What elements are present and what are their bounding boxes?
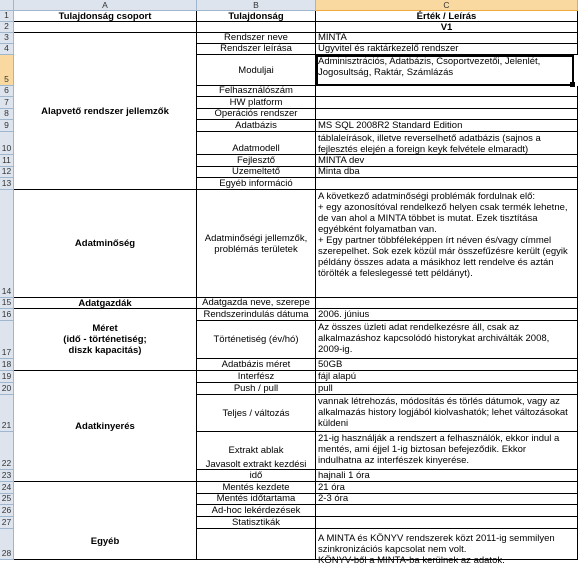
group-adatkinyeres[interactable]: Adatkinyerés [14,371,197,482]
row-header-13[interactable]: 13 [0,178,14,190]
value-r23[interactable]: hajnali 1 óra [316,470,578,482]
property-r5[interactable]: Moduljai [197,55,316,86]
row-header-8[interactable]: 8 [0,109,14,120]
header-value[interactable]: Érték / Leírás [316,11,578,22]
row-header-12[interactable]: 12 [0,167,14,178]
header-group[interactable]: Tulajdonság csoport [14,11,197,22]
property-r24[interactable]: Mentés kezdete [197,482,316,494]
row-header-16[interactable]: 16 [0,309,14,321]
value-r26[interactable] [316,505,578,517]
value-r14[interactable]: A következő adatminőségi problémák fordulnak elő: + egy azonosítóval rendelkező helyen csak termék lehetne, de van ahol a MINTA többet is mutat. Ezek tisztítása egyébként folyamatban van. + Egy partner többféleképpen írt néven és/vagy címmel szerepelhet. Sok ezek közül már összefűzésre került (egyik példány összes adata a másikhoz lett rendelve és aztán törölték a feleslegessé tett példányt). [316,190,578,298]
property-r8[interactable]: Operációs rendszer [197,109,316,120]
column-header-c[interactable]: C [316,0,578,11]
property-r9[interactable]: Adatbázis [197,120,316,132]
row-header-9[interactable]: 9 [0,120,14,132]
property-r4[interactable]: Rendszer leírása [197,44,316,55]
row-header-1[interactable]: 1 [0,11,14,22]
value-r22[interactable]: 21-ig használják a rendszert a felhasználók, ekkor indul a mentés, ami éjjel 1-ig biztosan befejeződik. Ekkor indulhatna az interfészek kinyerése. [316,432,578,470]
property-r14[interactable]: Adatminőségi jellemzők, problémás területek [197,190,316,298]
property-r18[interactable]: Adatbázis méret [197,359,316,371]
property-r16[interactable]: Rendszerindulás dátuma [197,309,316,321]
row-header-19[interactable]: 19 [0,371,14,383]
value-r5-selected[interactable]: Adminisztrációs, Adatbázis, Csoportvezetői, Jelenlét, Jogosultság, Raktár, Számlázás [316,55,574,86]
value-r13[interactable] [316,178,578,190]
value-r21[interactable]: vannak létrehozás, módosítás és törlés dátumok, vagy az alkalmazás history logjából kiolvashatók; lehet változásokat küldeni [316,395,578,432]
value-r11[interactable]: MINTA dev [316,155,578,167]
value-r18[interactable]: 50GB [316,359,578,371]
property-r27[interactable]: Statisztikák [197,517,316,529]
property-r22[interactable]: Extrakt ablak [197,432,316,470]
value-r7[interactable] [316,97,578,109]
row-header-11[interactable]: 11 [0,155,14,167]
cell-a2[interactable] [14,22,197,33]
column-header-b[interactable]: B [197,0,316,11]
row-header-23[interactable]: 23 [0,470,14,482]
group-meret[interactable]: Méret (idő - történetiség; diszk kapacitás) [14,309,197,371]
value-r15[interactable] [316,298,578,309]
row-header-24[interactable]: 24 [0,482,14,494]
row-header-27[interactable]: 27 [0,517,14,529]
row-header-26[interactable]: 26 [0,505,14,517]
row-header-4[interactable]: 4 [0,44,14,55]
value-r24[interactable]: 21 óra [316,482,578,494]
value-r17[interactable]: Az összes üzleti adat rendelkezésre áll, csak az alkalmazáshoz kapcsolódó historykat archiválták 2008, 2009-ig. [316,321,578,359]
row-header-22[interactable]: 22 [0,432,14,470]
property-r3[interactable]: Rendszer neve [197,33,316,44]
row-header-14[interactable]: 14 [0,190,14,298]
row-header-5[interactable]: 5 [0,55,14,86]
row-header-2[interactable]: 2 [0,22,14,33]
group-alapveto[interactable]: Alapvető rendszer jellemzők [14,33,197,190]
value-r28[interactable]: A MINTA és KÖNYV rendszerek közt 2011-ig semmilyen szinkronizációs kapcsolat nem volt. KÖNYV-ből a MINTA-ba kerülnek az adatok. [316,529,578,560]
row-header-7[interactable]: 7 [0,97,14,109]
row-header-25[interactable]: 25 [0,494,14,505]
group-egyeb[interactable]: Egyéb [14,482,197,560]
header-property[interactable]: Tulajdonság [197,11,316,22]
property-r23[interactable]: Javasolt extrakt kezdési idő [197,470,316,482]
row-header-21[interactable]: 21 [0,395,14,432]
value-r12[interactable]: Minta dba [316,167,578,178]
row-header-20[interactable]: 20 [0,383,14,395]
property-r25[interactable]: Mentés időtartama [197,494,316,505]
property-r17[interactable]: Történetiség (év/hó) [197,321,316,359]
property-r10[interactable]: Adatmodell [197,132,316,155]
property-r20[interactable]: Push / pull [197,383,316,395]
property-r28[interactable] [197,529,316,560]
property-r7[interactable]: HW platform [197,97,316,109]
row-header-18[interactable]: 18 [0,359,14,371]
value-r9[interactable]: MS SQL 2008R2 Standard Edition [316,120,578,132]
property-r6[interactable]: Felhasználószám [197,86,316,97]
column-header-a[interactable]: A [14,0,197,11]
value-r19[interactable]: fájl alapú [316,371,578,383]
property-r15[interactable]: Adatgazda neve, szerepe [197,298,316,309]
row-header-15[interactable]: 15 [0,298,14,309]
value-r3[interactable]: MINTA [316,33,578,44]
value-r16[interactable]: 2006. június [316,309,578,321]
row-header-17[interactable]: 17 [0,321,14,359]
value-r27[interactable] [316,517,578,529]
value-r25[interactable]: 2-3 óra [316,494,578,505]
value-r6[interactable] [316,86,578,97]
property-r11[interactable]: Fejlesztő [197,155,316,167]
row-header-28[interactable]: 28 [0,529,14,560]
row-header-6[interactable]: 6 [0,86,14,97]
property-r13[interactable]: Egyéb információ [197,178,316,190]
property-r19[interactable]: Interfész [197,371,316,383]
value-r8[interactable] [316,109,578,120]
group-adatminoseg[interactable]: Adatminőség [14,190,197,298]
group-adatgazdak[interactable]: Adatgazdák [14,298,197,309]
property-r21[interactable]: Teljes / változás [197,395,316,432]
row-header-10[interactable]: 10 [0,132,14,155]
value-r10[interactable]: táblaleírások, illetve reverselhető adatbázis (sajnos a fejlesztés elején a foreign keyk felvétele elmaradt) [316,132,578,155]
value-r4[interactable]: Ügyvitel és raktárkezelő rendszer [316,44,578,55]
property-r12[interactable]: Üzemeltető [197,167,316,178]
value-r20[interactable]: pull [316,383,578,395]
row-header-3[interactable]: 3 [0,33,14,44]
header-version[interactable]: V1 [316,22,578,33]
property-r26[interactable]: Ad-hoc lekérdezések [197,505,316,517]
